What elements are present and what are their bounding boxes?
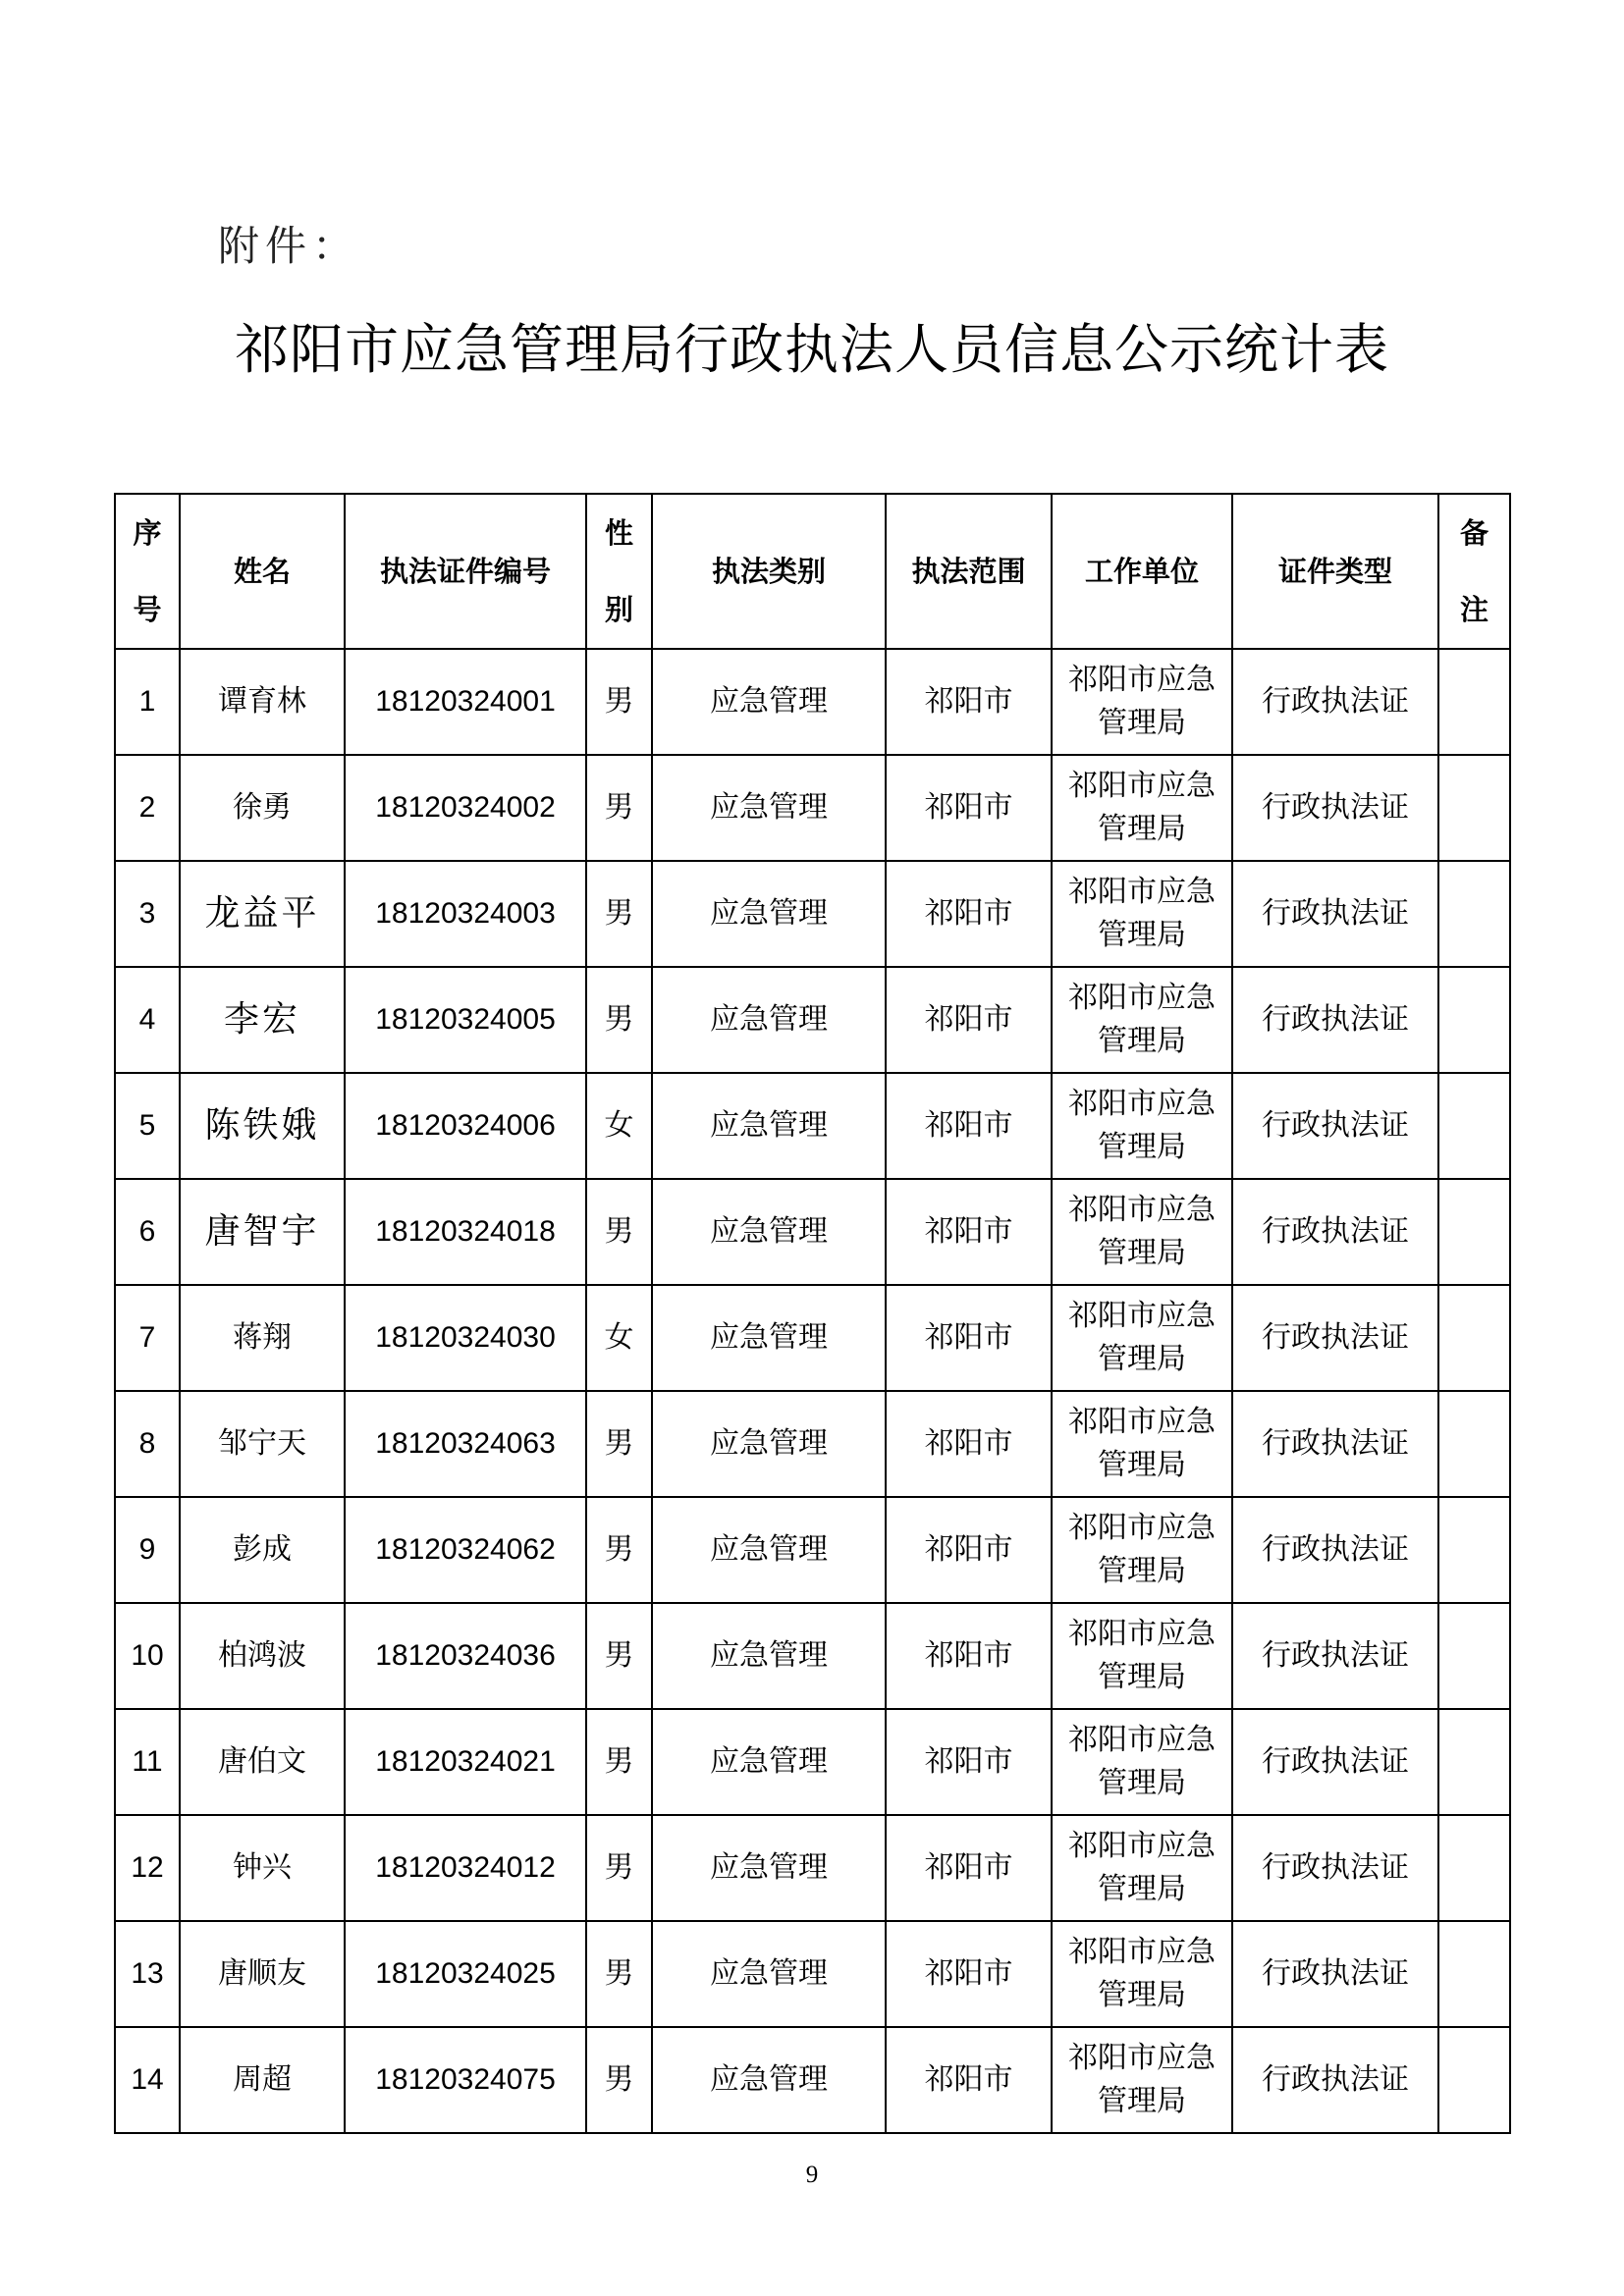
name-cell: 徐勇 [180, 755, 345, 861]
seq-cell: 12 [115, 1815, 180, 1921]
gender-cell: 男 [586, 1921, 652, 2027]
seq-cell: 4 [115, 967, 180, 1073]
name-cell: 柏鸿波 [180, 1603, 345, 1709]
seq-cell: 2 [115, 755, 180, 861]
gender-cell: 男 [586, 967, 652, 1073]
scope-cell: 祁阳市 [886, 755, 1052, 861]
unit-line-1: 祁阳市应急 [1068, 1087, 1216, 1121]
unit-cell [1052, 1391, 1232, 1497]
category-cell: 应急管理 [652, 2027, 886, 2133]
scope-cell: 祁阳市 [886, 1497, 1052, 1603]
scope-cell: 祁阳市 [886, 967, 1052, 1073]
name-cell: 蒋翔 [180, 1285, 345, 1391]
unit-line-1: 祁阳市应急 [1068, 2041, 1216, 2075]
remark-cell [1438, 2027, 1510, 2133]
unit-cell [1052, 1073, 1232, 1179]
unit-line-1: 祁阳市应急 [1068, 1405, 1216, 1439]
cert-type-cell: 行政执法证 [1232, 1179, 1438, 1285]
document-title: 祁阳市应急管理局行政执法人员信息公示统计表 [234, 318, 1389, 381]
name-cell: 彭成 [180, 1497, 345, 1603]
unit-line-1: 祁阳市应急 [1068, 875, 1216, 909]
cert-type-cell: 行政执法证 [1232, 1497, 1438, 1603]
scope-cell: 祁阳市 [886, 1391, 1052, 1497]
table-row [115, 1391, 1510, 1497]
remark-cell [1438, 1179, 1510, 1285]
unit-line-2: 管理局 [1098, 1342, 1186, 1376]
category-cell: 应急管理 [652, 649, 886, 755]
cert-type-cell: 行政执法证 [1232, 2027, 1438, 2133]
unit-cell [1052, 649, 1232, 755]
category-cell: 应急管理 [652, 1073, 886, 1179]
seq-cell: 6 [115, 1179, 180, 1285]
unit-line-2: 管理局 [1098, 706, 1186, 740]
gender-cell: 男 [586, 755, 652, 861]
cert-type-cell: 行政执法证 [1232, 1285, 1438, 1391]
cert-type-cell: 行政执法证 [1232, 1709, 1438, 1815]
cert-type-cell: 行政执法证 [1232, 755, 1438, 861]
table-header-row [115, 494, 1510, 649]
scope-cell: 祁阳市 [886, 1815, 1052, 1921]
cert-type-cell: 行政执法证 [1232, 649, 1438, 755]
table-row [115, 861, 1510, 967]
remark-cell [1438, 1709, 1510, 1815]
cert-no-cell: 18120324012 [345, 1815, 586, 1921]
gender-cell: 女 [586, 1285, 652, 1391]
seq-cell: 5 [115, 1073, 180, 1179]
cert-no-cell: 18120324021 [345, 1709, 586, 1815]
cert-no-cell: 18120324025 [345, 1921, 586, 2027]
personnel-table [114, 493, 1511, 2134]
header-scope: 执法范围 [886, 494, 1052, 649]
table-row [115, 1285, 1510, 1391]
cert-no-cell: 18120324005 [345, 967, 586, 1073]
cert-no-cell: 18120324001 [345, 649, 586, 755]
scope-cell: 祁阳市 [886, 1179, 1052, 1285]
name-cell: 周超 [180, 2027, 345, 2133]
category-cell: 应急管理 [652, 1921, 886, 2027]
cert-no-cell: 18120324002 [345, 755, 586, 861]
cert-type-cell: 行政执法证 [1232, 861, 1438, 967]
category-cell: 应急管理 [652, 1391, 886, 1497]
unit-line-2: 管理局 [1098, 1554, 1186, 1588]
gender-cell: 男 [586, 1497, 652, 1603]
unit-line-1: 祁阳市应急 [1068, 663, 1216, 697]
cert-no-cell: 18120324062 [345, 1497, 586, 1603]
unit-line-2: 管理局 [1098, 918, 1186, 952]
table-row [115, 1497, 1510, 1603]
unit-line-2: 管理局 [1098, 1978, 1186, 2012]
unit-line-1: 祁阳市应急 [1068, 981, 1216, 1015]
scope-cell: 祁阳市 [886, 861, 1052, 967]
unit-line-2: 管理局 [1098, 1872, 1186, 1906]
category-cell: 应急管理 [652, 1179, 886, 1285]
remark-cell [1438, 967, 1510, 1073]
name-cell: 邹宁天 [180, 1391, 345, 1497]
unit-line-1: 祁阳市应急 [1068, 769, 1216, 803]
table-row [115, 755, 1510, 861]
name-cell: 唐伯文 [180, 1709, 345, 1815]
cert-no-cell: 18120324030 [345, 1285, 586, 1391]
gender-cell: 男 [586, 1391, 652, 1497]
gender-cell: 男 [586, 1603, 652, 1709]
seq-cell: 1 [115, 649, 180, 755]
category-cell: 应急管理 [652, 861, 886, 967]
seq-cell: 11 [115, 1709, 180, 1815]
gender-cell: 男 [586, 1179, 652, 1285]
gender-cell: 男 [586, 1815, 652, 1921]
unit-cell [1052, 755, 1232, 861]
remark-cell [1438, 861, 1510, 967]
attachment-label: 附件： [218, 222, 360, 270]
remark-cell [1438, 1073, 1510, 1179]
category-cell: 应急管理 [652, 1603, 886, 1709]
unit-cell [1052, 1815, 1232, 1921]
scope-cell: 祁阳市 [886, 1921, 1052, 2027]
name-cell: 陈铁娥 [180, 1073, 345, 1179]
unit-cell [1052, 967, 1232, 1073]
unit-line-1: 祁阳市应急 [1068, 1935, 1216, 1969]
scope-cell: 祁阳市 [886, 1709, 1052, 1815]
unit-line-1: 祁阳市应急 [1068, 1829, 1216, 1863]
seq-cell: 3 [115, 861, 180, 967]
cert-no-cell: 18120324003 [345, 861, 586, 967]
seq-cell: 9 [115, 1497, 180, 1603]
cert-type-cell: 行政执法证 [1232, 1603, 1438, 1709]
seq-cell: 10 [115, 1603, 180, 1709]
cert-no-cell: 18120324006 [345, 1073, 586, 1179]
cert-no-cell: 18120324075 [345, 2027, 586, 2133]
category-cell: 应急管理 [652, 1285, 886, 1391]
remark-cell [1438, 1391, 1510, 1497]
cert-type-cell: 行政执法证 [1232, 967, 1438, 1073]
page-number: 9 [805, 2162, 819, 2188]
cert-no-cell: 18120324063 [345, 1391, 586, 1497]
unit-line-2: 管理局 [1098, 2084, 1186, 2118]
remark-cell [1438, 1497, 1510, 1603]
header-cert-type: 证件类型 [1232, 494, 1438, 649]
header-name: 姓名 [180, 494, 345, 649]
unit-line-2: 管理局 [1098, 1130, 1186, 1164]
remark-cell [1438, 1921, 1510, 2027]
table-row [115, 1815, 1510, 1921]
table-row [115, 649, 1510, 755]
category-cell: 应急管理 [652, 755, 886, 861]
name-cell: 龙益平 [180, 861, 345, 967]
unit-cell [1052, 2027, 1232, 2133]
remark-cell [1438, 1815, 1510, 1921]
unit-line-1: 祁阳市应急 [1068, 1511, 1216, 1545]
gender-cell: 男 [586, 1709, 652, 1815]
unit-line-2: 管理局 [1098, 812, 1186, 846]
unit-line-2: 管理局 [1098, 1660, 1186, 1694]
header-category: 执法类别 [652, 494, 886, 649]
category-cell: 应急管理 [652, 1815, 886, 1921]
table-row [115, 1179, 1510, 1285]
table-row [115, 1921, 1510, 2027]
gender-cell: 男 [586, 649, 652, 755]
cert-type-cell: 行政执法证 [1232, 1921, 1438, 2027]
name-cell: 李宏 [180, 967, 345, 1073]
remark-cell [1438, 1285, 1510, 1391]
unit-line-1: 祁阳市应急 [1068, 1299, 1216, 1333]
name-cell: 钟兴 [180, 1815, 345, 1921]
scope-cell: 祁阳市 [886, 1073, 1052, 1179]
unit-cell [1052, 1179, 1232, 1285]
table-row [115, 1073, 1510, 1179]
header-seq: 序 号 [115, 494, 180, 649]
cert-type-cell: 行政执法证 [1232, 1815, 1438, 1921]
seq-cell: 14 [115, 2027, 180, 2133]
unit-line-2: 管理局 [1098, 1024, 1186, 1058]
unit-cell [1052, 861, 1232, 967]
remark-cell [1438, 755, 1510, 861]
cert-type-cell: 行政执法证 [1232, 1391, 1438, 1497]
seq-cell: 8 [115, 1391, 180, 1497]
table-row [115, 967, 1510, 1073]
table-row [115, 1603, 1510, 1709]
gender-cell: 男 [586, 861, 652, 967]
unit-cell [1052, 1497, 1232, 1603]
seq-cell: 13 [115, 1921, 180, 2027]
scope-cell: 祁阳市 [886, 1603, 1052, 1709]
gender-cell: 女 [586, 1073, 652, 1179]
gender-cell: 男 [586, 2027, 652, 2133]
scope-cell: 祁阳市 [886, 1285, 1052, 1391]
remark-cell [1438, 649, 1510, 755]
unit-cell [1052, 1285, 1232, 1391]
table-row [115, 2027, 1510, 2133]
unit-line-2: 管理局 [1098, 1236, 1186, 1270]
unit-cell [1052, 1603, 1232, 1709]
header-unit: 工作单位 [1052, 494, 1232, 649]
cert-no-cell: 18120324036 [345, 1603, 586, 1709]
name-cell: 唐智宇 [180, 1179, 345, 1285]
unit-line-1: 祁阳市应急 [1068, 1193, 1216, 1227]
name-cell: 唐顺友 [180, 1921, 345, 2027]
table-row [115, 1709, 1510, 1815]
scope-cell: 祁阳市 [886, 2027, 1052, 2133]
cert-type-cell: 行政执法证 [1232, 1073, 1438, 1179]
unit-line-1: 祁阳市应急 [1068, 1723, 1216, 1757]
unit-line-2: 管理局 [1098, 1766, 1186, 1800]
seq-cell: 7 [115, 1285, 180, 1391]
category-cell: 应急管理 [652, 1497, 886, 1603]
unit-cell [1052, 1709, 1232, 1815]
name-cell: 谭育林 [180, 649, 345, 755]
cert-no-cell: 18120324018 [345, 1179, 586, 1285]
unit-line-2: 管理局 [1098, 1448, 1186, 1482]
header-gender: 性 别 [586, 494, 652, 649]
unit-cell [1052, 1921, 1232, 2027]
scope-cell: 祁阳市 [886, 649, 1052, 755]
header-remark: 备 注 [1438, 494, 1510, 649]
remark-cell [1438, 1603, 1510, 1709]
unit-line-1: 祁阳市应急 [1068, 1617, 1216, 1651]
category-cell: 应急管理 [652, 1709, 886, 1815]
category-cell: 应急管理 [652, 967, 886, 1073]
header-cert-no: 执法证件编号 [345, 494, 586, 649]
